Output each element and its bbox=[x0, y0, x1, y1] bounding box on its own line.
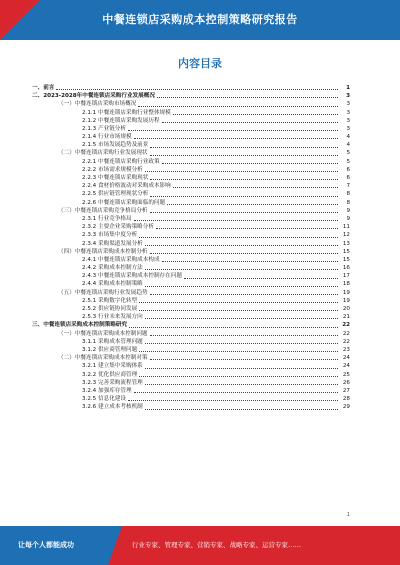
toc-leader-dots bbox=[150, 253, 338, 254]
toc-entry-page: 5 bbox=[346, 150, 350, 157]
toc-leader-dots bbox=[128, 400, 338, 401]
toc-entry-page: 7 bbox=[346, 183, 350, 190]
toc-entry-title: 3.2.1 建立集中采购体系 bbox=[82, 363, 143, 370]
toc-entry-title: 3.2.4 加强库存管理 bbox=[82, 387, 132, 394]
toc-leader-dots bbox=[150, 147, 338, 148]
toc-leader-dots bbox=[162, 122, 338, 123]
toc-entry-page: 20 bbox=[342, 306, 350, 313]
toc-entry[interactable] bbox=[32, 240, 350, 248]
toc-entry[interactable] bbox=[32, 371, 350, 379]
toc-leader-dots bbox=[139, 310, 338, 311]
toc-leader-dots bbox=[129, 327, 338, 328]
toc-entry-page: 22 bbox=[342, 338, 350, 345]
toc-leader-dots bbox=[145, 286, 338, 287]
toc-leader-dots bbox=[145, 269, 338, 270]
footer-banner bbox=[0, 526, 400, 565]
toc-entry[interactable] bbox=[32, 207, 350, 215]
toc-leader-dots bbox=[162, 261, 338, 262]
toc-leader-dots bbox=[145, 245, 338, 246]
header-banner bbox=[0, 0, 400, 40]
toc-leader-dots bbox=[150, 196, 338, 197]
toc-entry[interactable] bbox=[32, 174, 350, 182]
toc-entry[interactable] bbox=[32, 395, 350, 403]
toc-leader-dots bbox=[150, 212, 338, 213]
toc-entry-page: 19 bbox=[342, 297, 350, 304]
toc-entry-page: 21 bbox=[342, 314, 350, 321]
toc-entry[interactable] bbox=[32, 387, 350, 395]
toc-leader-dots bbox=[139, 237, 338, 238]
toc-leader-dots bbox=[128, 130, 338, 131]
toc-entry-title: 3.2.2 优化供应商管理 bbox=[82, 371, 138, 378]
toc-entry-page: 15 bbox=[342, 256, 350, 263]
document-title: 中餐连锁店采购成本控制策略研究报告 bbox=[102, 13, 298, 26]
toc-entry-title: 三、中餐连锁店采购成本控制策略研究 bbox=[32, 322, 128, 329]
toc-leader-dots bbox=[145, 368, 338, 369]
toc-leader-dots bbox=[56, 89, 338, 90]
toc-entry[interactable] bbox=[32, 362, 350, 370]
toc-entry-title: 3.1.2 供应商管理问题 bbox=[82, 346, 138, 353]
toc-entry-title: 2.5.3 行业未来发展方向 bbox=[82, 314, 143, 321]
toc-entry-title: 3.1.1 采购成本管理问题 bbox=[82, 338, 143, 345]
toc-entry-title: 2.2.5 供应链管理现状分析 bbox=[82, 191, 149, 198]
toc-leader-dots bbox=[139, 302, 338, 303]
toc-entry-title: （二）中餐连锁店采购行业发展现状 bbox=[58, 150, 148, 157]
toc-entry-page: 9 bbox=[346, 215, 350, 222]
toc-entry[interactable] bbox=[32, 190, 350, 198]
toc-entry-title: 2.2.4 食材价格波动对采购成本影响 bbox=[82, 183, 171, 190]
toc-entry-title: 2.4.2 采购成本控制方法 bbox=[82, 265, 143, 272]
toc-entry-page: 3 bbox=[346, 101, 350, 108]
toc-entry-page: 23 bbox=[342, 346, 350, 353]
toc-entry-page: 6 bbox=[346, 166, 350, 173]
toc-leader-dots bbox=[150, 335, 338, 336]
toc-entry-title: 2.1.2 中餐连锁店采购发展历程 bbox=[82, 117, 160, 124]
toc-entry-page: 25 bbox=[342, 371, 350, 378]
toc-entry-page: 8 bbox=[346, 199, 350, 206]
toc-entry[interactable] bbox=[32, 182, 350, 190]
toc-entry-page: 12 bbox=[342, 232, 350, 239]
toc-entry[interactable] bbox=[32, 109, 350, 117]
toc-leader-dots bbox=[134, 220, 338, 221]
toc-leader-dots bbox=[173, 114, 338, 115]
toc-leader-dots bbox=[145, 343, 338, 344]
toc-entry[interactable] bbox=[32, 289, 350, 297]
footer-slogan: 让每个人都能成功 bbox=[18, 541, 74, 549]
toc-entry-page: 3 bbox=[346, 93, 350, 100]
toc-entry-title: 2.1.5 市场发展趋势及前景 bbox=[82, 142, 149, 149]
toc-entry-page: 1 bbox=[346, 84, 350, 91]
toc-leader-dots bbox=[167, 204, 338, 205]
toc-leader-dots bbox=[150, 155, 338, 156]
toc-entry-title: 一、前言 bbox=[32, 84, 55, 91]
toc-leader-dots bbox=[173, 187, 338, 188]
toc-leader-dots bbox=[150, 359, 338, 360]
toc-entry-title: （五）中餐连锁店采购行业发展趋势 bbox=[58, 289, 148, 296]
toc-entry[interactable] bbox=[32, 199, 350, 207]
toc-entry[interactable] bbox=[32, 313, 350, 321]
toc-leader-dots bbox=[157, 97, 338, 98]
toc-entry-title: 3.2.3 完善采购流程管理 bbox=[82, 379, 143, 386]
toc-entry-title: （二）中餐连锁店采购成本控制对策 bbox=[58, 355, 148, 362]
toc-entry[interactable] bbox=[32, 150, 350, 158]
toc-entry-page: 15 bbox=[342, 248, 350, 255]
toc-entry-title: 二、2023-2028年中餐连锁店采购行业发展概况 bbox=[32, 93, 155, 100]
toc-entry[interactable] bbox=[32, 223, 350, 231]
footer-tagline: 行业专家、管理专家、营销专家、战略专家、运营专家…… bbox=[132, 541, 301, 549]
toc-entry-page: 3 bbox=[346, 109, 350, 116]
toc-entry[interactable] bbox=[32, 321, 350, 329]
toc-entry-title: 2.3.1 行业竞争格局 bbox=[82, 215, 132, 222]
toc-entry-page: 6 bbox=[346, 175, 350, 182]
toc-entry[interactable] bbox=[32, 141, 350, 149]
toc-leader-dots bbox=[150, 294, 338, 295]
toc-entry-page: 22 bbox=[342, 322, 350, 329]
toc-leader-dots bbox=[139, 351, 338, 352]
toc-entry[interactable] bbox=[32, 281, 350, 289]
toc-entry-page: 18 bbox=[342, 281, 350, 288]
toc-entry[interactable] bbox=[32, 166, 350, 174]
toc-entry-page: 19 bbox=[342, 289, 350, 296]
toc-leader-dots bbox=[184, 278, 338, 279]
toc-entry-title: 2.4.3 中餐连锁店采购成本控制存在问题 bbox=[82, 273, 182, 280]
toc-entry[interactable] bbox=[32, 256, 350, 264]
page-number: 1 bbox=[346, 512, 350, 518]
toc-entry-title: （一）中餐连锁店采购成本控制问题 bbox=[58, 330, 148, 337]
toc-leader-dots bbox=[138, 106, 338, 107]
toc-leader-dots bbox=[134, 138, 338, 139]
toc-entry-title: 2.3.4 采购渠道发展分析 bbox=[82, 240, 143, 247]
toc-entry-title: 2.2.2 市场需求规模分析 bbox=[82, 166, 143, 173]
toc-entry-page: 13 bbox=[342, 240, 350, 247]
toc-entry-page: 4 bbox=[346, 134, 350, 141]
toc-leader-dots bbox=[162, 163, 338, 164]
toc-entry[interactable] bbox=[32, 158, 350, 166]
toc-entry-page: 3 bbox=[346, 125, 350, 132]
toc-entry[interactable] bbox=[32, 84, 350, 92]
toc-entry-page: 24 bbox=[342, 363, 350, 370]
toc-entry-page: 27 bbox=[342, 387, 350, 394]
toc-leader-dots bbox=[145, 409, 338, 410]
toc-entry-title: 2.2.1 中餐连锁店采购行业政策 bbox=[82, 158, 160, 165]
toc-entry[interactable] bbox=[32, 117, 350, 125]
toc-entry[interactable] bbox=[32, 100, 350, 108]
toc-entry[interactable] bbox=[32, 305, 350, 313]
toc-entry-page: 9 bbox=[346, 207, 350, 214]
toc-entry-page: 28 bbox=[342, 396, 350, 403]
toc-entry[interactable] bbox=[32, 403, 350, 411]
toc-entry[interactable] bbox=[32, 297, 350, 305]
toc-entry[interactable] bbox=[32, 92, 350, 100]
toc-leader-dots bbox=[145, 384, 338, 385]
toc-entry-title: （四）中餐连锁店采购成本控制分析 bbox=[58, 248, 148, 255]
toc-leader-dots bbox=[145, 318, 338, 319]
toc-entry-title: 2.3.2 主要企业采购策略分析 bbox=[82, 224, 154, 231]
toc-leader-dots bbox=[150, 179, 338, 180]
toc-leader-dots bbox=[145, 171, 338, 172]
toc-entry[interactable] bbox=[32, 231, 350, 239]
toc-entry[interactable] bbox=[32, 264, 350, 272]
toc-entry-title: 2.1.1 中餐连锁店采购行业整体规模 bbox=[82, 109, 171, 116]
toc-entry-title: 3.2.5 信息化建设 bbox=[82, 396, 126, 403]
toc-entry[interactable] bbox=[32, 346, 350, 354]
toc-leader-dots bbox=[156, 228, 338, 229]
toc-entry-page: 8 bbox=[346, 191, 350, 198]
toc-entry-title: 2.4.4 采购成本控制策略 bbox=[82, 281, 143, 288]
toc-entry-title: 2.2.3 中餐连锁店采购现状 bbox=[82, 175, 149, 182]
toc-entry[interactable] bbox=[32, 248, 350, 256]
toc-entry-title: 3.2.6 建立成本考核机制 bbox=[82, 404, 143, 411]
toc-entry-title: 2.5.2 供应链协同发展 bbox=[82, 306, 138, 313]
toc-entry[interactable] bbox=[32, 338, 350, 346]
toc-entry-page: 3 bbox=[346, 117, 350, 124]
toc-entry-page: 16 bbox=[342, 265, 350, 272]
toc-entry-title: （一）中餐连锁店采购市场概况 bbox=[58, 101, 137, 108]
toc-heading: 内容目录 bbox=[178, 57, 222, 70]
toc-entry-title: 2.3.3 市场集中度分析 bbox=[82, 232, 138, 239]
toc-entry-page: 26 bbox=[342, 379, 350, 386]
toc-leader-dots bbox=[139, 376, 338, 377]
toc-entry[interactable] bbox=[32, 354, 350, 362]
toc-entry[interactable] bbox=[32, 125, 350, 133]
toc-entry-page: 22 bbox=[342, 330, 350, 337]
toc-entry-page: 5 bbox=[346, 158, 350, 165]
toc-entry-title: 2.5.1 采购数字化转型 bbox=[82, 297, 138, 304]
toc-entry-title: 2.1.3 产业链分析 bbox=[82, 125, 126, 132]
toc-entry[interactable] bbox=[32, 133, 350, 141]
toc-entry-title: （三）中餐连锁店采购竞争格局分析 bbox=[58, 207, 148, 214]
toc-entry[interactable] bbox=[32, 330, 350, 338]
table-of-contents bbox=[32, 84, 350, 412]
toc-entry-page: 11 bbox=[342, 224, 350, 231]
toc-entry[interactable] bbox=[32, 379, 350, 387]
toc-entry-title: 2.2.6 中餐连锁店采购面临的问题 bbox=[82, 199, 166, 206]
toc-entry-page: 4 bbox=[346, 142, 350, 149]
toc-entry-title: 2.1.4 行业市场规模 bbox=[82, 134, 132, 141]
toc-entry-page: 24 bbox=[342, 355, 350, 362]
toc-entry-page: 29 bbox=[342, 404, 350, 411]
toc-entry[interactable] bbox=[32, 272, 350, 280]
toc-leader-dots bbox=[134, 392, 338, 393]
toc-entry-page: 17 bbox=[342, 273, 350, 280]
toc-entry[interactable] bbox=[32, 215, 350, 223]
toc-entry-title: 2.4.1 中餐连锁店采购成本构成 bbox=[82, 256, 160, 263]
